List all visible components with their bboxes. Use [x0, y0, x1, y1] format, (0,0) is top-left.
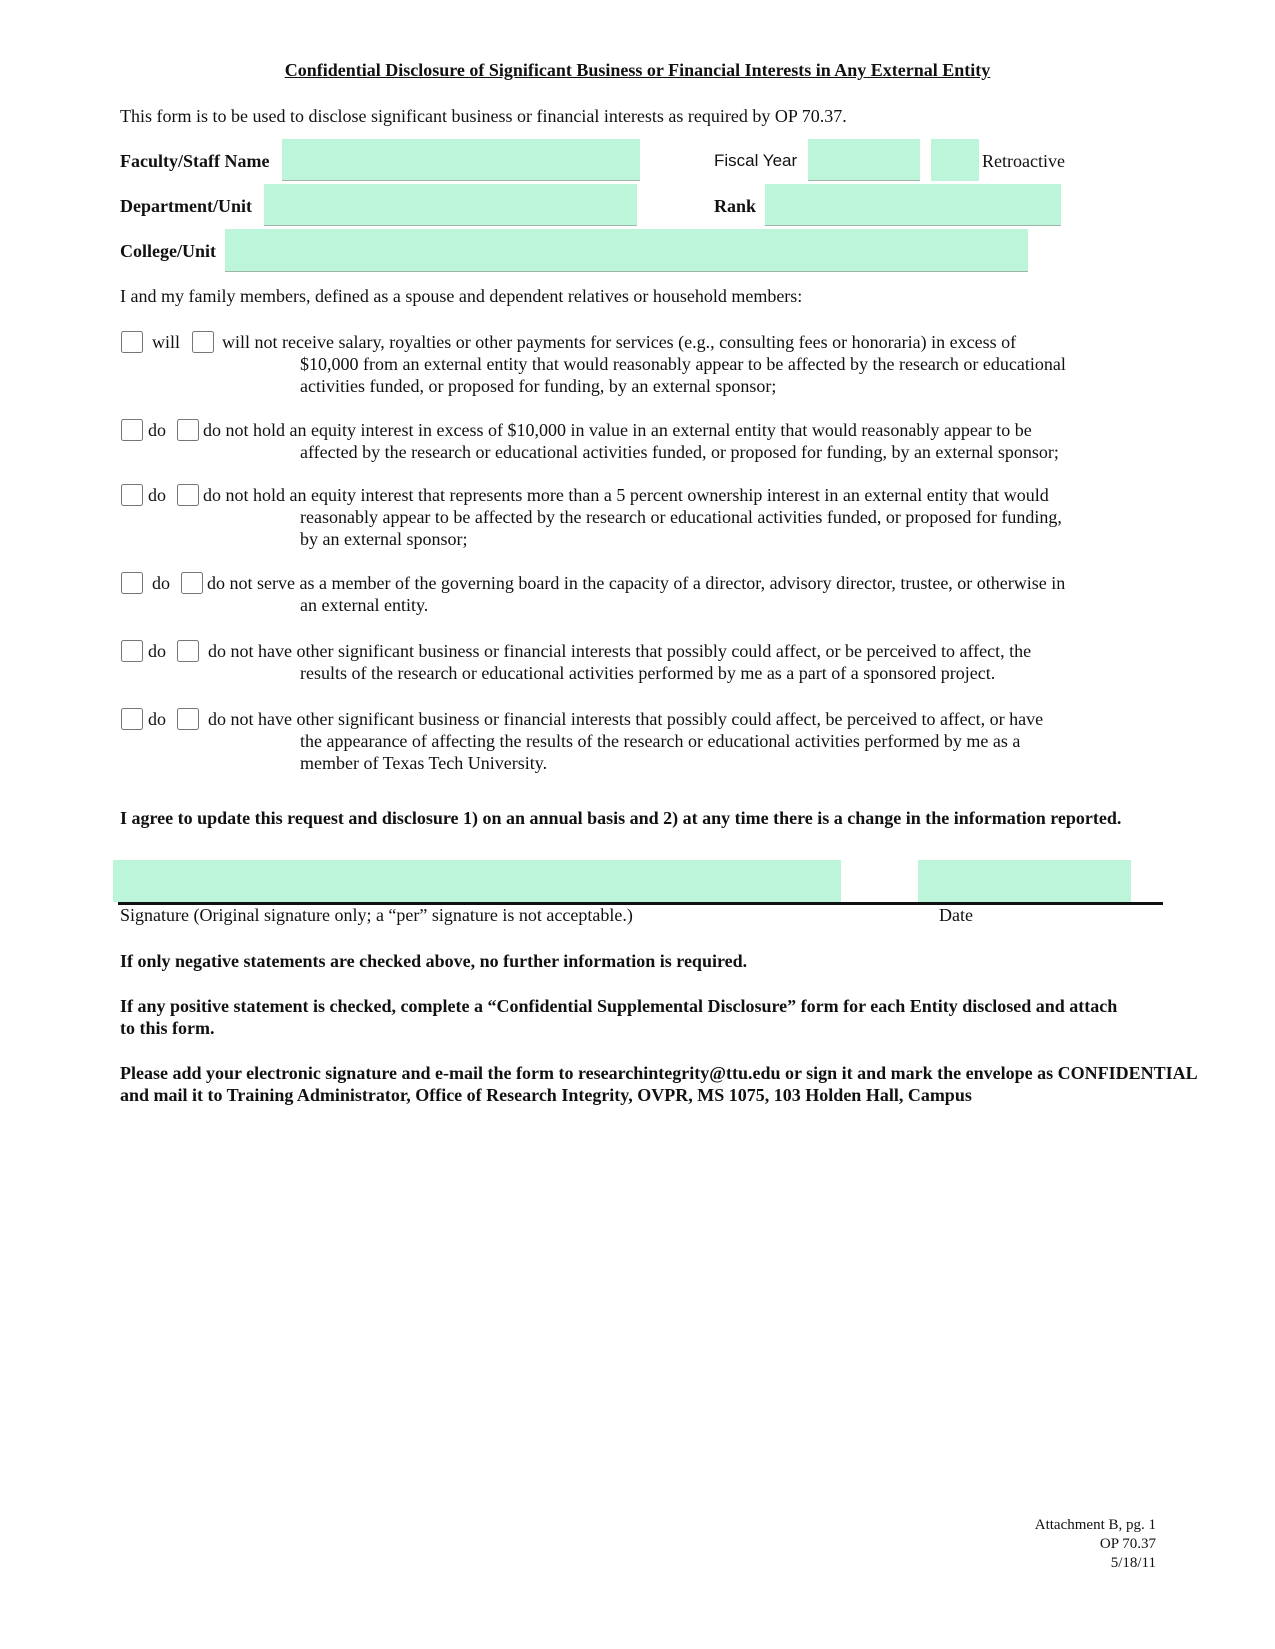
form-title — [0, 60, 1275, 81]
signature-field[interactable] — [113, 860, 841, 902]
item-6-do-not-checkbox[interactable] — [174, 708, 202, 730]
item-6-line1-wrap — [208, 708, 1043, 730]
college-field[interactable] — [225, 229, 1028, 272]
negative-note: If only negative statements are checked above, no further information is required. — [120, 951, 748, 971]
positive-note: If any positive statement is checked, complete a “Confidential Supplemental Disclosure” form for each Entity disclosed and attach to this form. — [120, 996, 1118, 1038]
item-1-opt-b-label: will not — [222, 332, 278, 352]
item-5-line2: results of the research or educational activities performed by me as a part of a sponsored project. — [300, 663, 996, 683]
item-6-do-checkbox[interactable] — [118, 708, 146, 730]
item-4-do-checkbox[interactable] — [118, 572, 146, 594]
college-label: College/Unit — [120, 241, 216, 261]
fiscal-year-label: Fiscal Year — [714, 151, 798, 170]
item-1-will-not-checkbox[interactable] — [189, 331, 217, 353]
family-statement: I and my family members, defined as a spouse and dependent relatives or household members: — [120, 286, 803, 306]
submit-instructions: Please add your electronic signature and e-mail the form to researchintegrity@ttu.edu or sign it and mark the envelope as CONFIDENTIAL and mail it to Training Administrator, Office of Research Integrity, OVPR, MS 1075, 103 Holden Hall, Campus — [120, 1063, 1197, 1105]
footer-attachment: Attachment B, pg. 1 — [1034, 1517, 1156, 1533]
item-3-opt-b-label: do not — [203, 485, 249, 505]
fiscal-year-field[interactable] — [808, 139, 920, 181]
footer-op: OP 70.37 — [1099, 1536, 1156, 1552]
item-3-opt-a-label: do — [148, 485, 166, 505]
item-6-line3: member of Texas Tech University. — [300, 753, 548, 773]
item-1-line1-wrap — [222, 331, 1016, 353]
item-6-line1: have other significant business or financial interests that possibly could affect, be perceived to affect, or have — [258, 709, 1044, 729]
rank-field[interactable] — [765, 184, 1061, 226]
item-1-line2: $10,000 from an external entity that would reasonably appear to be affected by the research or educational — [300, 354, 1066, 374]
item-5-do-not-checkbox[interactable] — [174, 640, 202, 662]
item-4-do-not-checkbox[interactable] — [178, 572, 206, 594]
item-6-opt-b-label: do not — [208, 709, 254, 729]
item-5-do-checkbox[interactable] — [118, 640, 146, 662]
item-4-line1-wrap — [207, 572, 1065, 594]
item-1-line1: receive salary, royalties or other payments for services (e.g., consulting fees or honoraria) in excess of — [282, 332, 1017, 352]
item-4-opt-a-label: do — [152, 573, 170, 593]
footer-date: 5/18/11 — [1110, 1555, 1156, 1571]
item-4-line2: an external entity. — [300, 595, 429, 615]
item-2-do-not-checkbox[interactable] — [174, 419, 202, 441]
item-2-line1: hold an equity interest in excess of $10,000 in value in an external entity that would reasonably appear to be — [253, 420, 1032, 440]
item-4-line1: serve as a member of the governing board in the capacity of a director, advisory director, trustee, or otherwise in — [257, 573, 1066, 593]
department-field[interactable] — [264, 184, 637, 226]
item-3-do-not-checkbox[interactable] — [174, 484, 202, 506]
date-label: Date — [939, 905, 973, 925]
form-title-text: Confidential Disclosure of Significant Business or Financial Interests in Any External Entity — [284, 60, 991, 80]
item-2-opt-a-label: do — [148, 420, 166, 440]
item-1-opt-a-label: will — [152, 332, 181, 352]
item-3-line2: reasonably appear to be affected by the research or educational activities funded, or proposed for funding, — [300, 507, 1062, 527]
item-5-line1-wrap — [208, 640, 1031, 662]
item-3-line1-wrap — [203, 484, 1049, 506]
signature-label: Signature (Original signature only; a “per” signature is not acceptable.) — [120, 905, 633, 925]
item-1-line3: activities funded, or proposed for funding, by an external sponsor; — [300, 376, 777, 396]
item-6-opt-a-label: do — [148, 709, 166, 729]
page-footer — [1035, 1516, 1156, 1573]
item-2-do-checkbox[interactable] — [118, 419, 146, 441]
item-3-do-checkbox[interactable] — [118, 484, 146, 506]
item-6-line2: the appearance of affecting the results of the research or educational activities performed by me as a — [300, 731, 1021, 751]
item-5-line1: have other significant business or financial interests that possibly could affect, or be perceived to affect, the — [258, 641, 1032, 661]
item-3-line3: by an external sponsor; — [300, 529, 468, 549]
item-1-will-checkbox[interactable] — [118, 331, 146, 353]
item-2-opt-b-label: do not — [203, 420, 249, 440]
item-5-opt-b-label: do not — [208, 641, 254, 661]
name-label: Faculty/Staff Name — [120, 151, 270, 171]
item-5-opt-a-label: do — [148, 641, 166, 661]
name-field[interactable] — [282, 139, 640, 181]
item-2-line1-wrap — [203, 419, 1032, 441]
retroactive-field[interactable] — [931, 139, 979, 181]
department-label: Department/Unit — [120, 196, 252, 216]
item-2-line2: affected by the research or educational activities funded, or proposed for funding, by an external sponsor; — [300, 442, 1059, 462]
item-3-line1: hold an equity interest that represents more than a 5 percent ownership interest in an external entity that would — [253, 485, 1049, 505]
intro-text: This form is to be used to disclose significant business or financial interests as required by OP 70.37. — [120, 106, 847, 126]
date-field[interactable] — [918, 860, 1131, 902]
retroactive-label: Retroactive — [982, 151, 1065, 171]
rank-label: Rank — [714, 196, 757, 216]
item-4-opt-b-label: do not — [207, 573, 253, 593]
agreement-text: I agree to update this request and disclosure 1) on an annual basis and 2) at any time there is a change in the information reported. — [120, 808, 1122, 828]
